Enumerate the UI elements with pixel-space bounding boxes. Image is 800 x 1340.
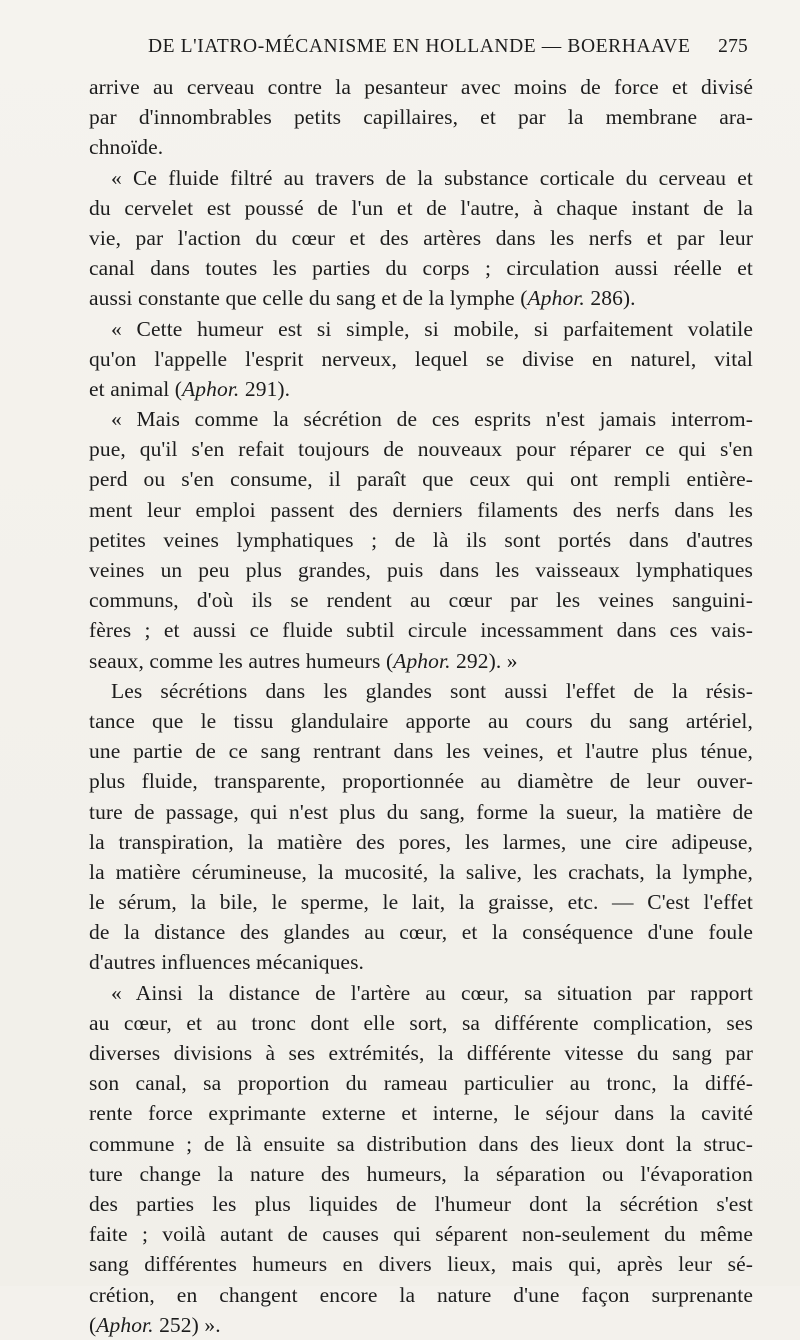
text-line: veines un peu plus grandes, puis dans les vaisseaux lymphatiques	[89, 558, 753, 582]
text-line: diverses divisions à ses extrémités, la différente vitesse du sang par	[89, 1041, 753, 1065]
text-line: perd ou s'en consume, il paraît que ceux qui ont rempli entière-	[89, 467, 753, 492]
text-segment: 252) ».	[153, 1312, 221, 1337]
page-number: 275	[718, 36, 748, 57]
text-line: commune ; de là ensuite sa distribution dans des lieux dont la struc-	[89, 1131, 753, 1156]
text-line: ture de passage, qui n'est plus du sang, forme la sueur, la matière de	[89, 799, 753, 824]
text-line	[89, 1310, 753, 1340]
text-line: la transpiration, la matière des pores, les larmes, une cire adipeuse,	[89, 829, 753, 854]
text-segment: 291).	[239, 376, 291, 401]
text-line	[89, 646, 753, 676]
running-head-title: DE L'IATRO-MÉCANISME EN HOLLANDE — BOERHAAVE	[148, 36, 691, 57]
text-line: rente force exprimante externe et interne, le séjour dans la cavité	[89, 1101, 753, 1126]
italic-reference: Aphor.	[393, 648, 451, 673]
text-line: « Mais comme la sécrétion de ces esprits n'est jamais interrom-	[111, 407, 753, 432]
running-head	[148, 36, 748, 66]
italic-reference: Aphor.	[527, 286, 585, 311]
text-segment: seaux, comme les autres humeurs (	[89, 648, 394, 673]
text-segment: 286).	[584, 286, 636, 311]
text-line: canal dans toutes les parties du corps ; circulation aussi réelle et	[89, 256, 753, 281]
text-line: arrive au cerveau contre la pesanteur avec moins de force et divisé	[89, 75, 753, 99]
text-line: au cœur, et au tronc dont elle sort, sa différente complication, ses	[89, 1010, 753, 1035]
text-line: de la distance des glandes au cœur, et la conséquence d'une foule	[89, 920, 753, 945]
text-line: le sérum, la bile, le sperme, le lait, la graisse, etc. — C'est l'effet	[89, 890, 753, 915]
text-line: sang différentes humeurs en divers lieux, mais qui, après leur sé-	[89, 1252, 753, 1277]
italic-reference: Aphor.	[96, 1312, 154, 1337]
text-line: plus fluide, transparente, proportionnée au diamètre de leur ouver-	[89, 769, 753, 794]
text-line: communs, d'où ils se rendent au cœur par les veines sanguini-	[89, 588, 753, 613]
text-line: crétion, en changent encore la nature d'une façon surprenante	[89, 1282, 753, 1307]
text-line: qu'on l'appelle l'esprit nerveux, lequel se divise en naturel, vital	[89, 346, 753, 371]
text-line: ment leur emploi passent des derniers filaments des nerfs dans les	[89, 497, 753, 522]
text-line: la matière cérumineuse, la mucosité, la salive, les crachats, la lymphe,	[89, 859, 753, 884]
text-line: chnoïde.	[89, 135, 164, 160]
text-line: ture change la nature des humeurs, la séparation ou l'évaporation	[89, 1161, 753, 1186]
italic-reference: Aphor.	[182, 376, 240, 401]
text-line: du cervelet est poussé de l'un et de l'autre, à chaque instant de la	[89, 195, 753, 220]
text-line: « Ainsi la distance de l'artère au cœur, sa situation par rapport	[111, 980, 753, 1005]
body-text	[89, 72, 753, 1340]
text-segment: aussi constante que celle du sang et de la lymphe (	[89, 286, 528, 311]
text-line: « Cette humeur est si simple, si mobile, si parfaitement volatile	[111, 316, 753, 341]
text-line: une partie de ce sang rentrant dans les veines, et l'autre plus ténue,	[89, 739, 753, 764]
text-line: Les sécrétions dans les glandes sont aussi l'effet de la résis-	[111, 678, 753, 703]
text-segment: 292). »	[450, 648, 518, 673]
text-line	[89, 283, 753, 313]
text-line: pue, qu'il s'en refait toujours de nouveaux pour réparer ce qui s'en	[89, 437, 753, 462]
text-line: des parties les plus liquides de l'humeur dont la sécrétion s'est	[89, 1191, 753, 1216]
text-line: vie, par l'action du cœur et des artères dans les nerfs et par leur	[89, 225, 753, 250]
text-line	[89, 374, 753, 404]
text-line: d'autres influences mécaniques.	[89, 950, 365, 975]
text-line: faite ; voilà autant de causes qui séparent non-seulement du même	[89, 1222, 753, 1247]
text-line: son canal, sa proportion du rameau particulier au tronc, la diffé-	[89, 1071, 753, 1096]
text-segment: (	[89, 1312, 97, 1337]
text-line: petites veines lymphatiques ; de là ils sont portés dans d'autres	[89, 527, 753, 552]
text-line: « Ce fluide filtré au travers de la substance corticale du cerveau et	[111, 165, 753, 190]
text-line: fères ; et aussi ce fluide subtil circule incessamment dans ces vais-	[89, 618, 753, 643]
text-line: tance que le tissu glandulaire apporte au cours du sang artériel,	[89, 708, 753, 733]
text-segment: et animal (	[89, 376, 183, 401]
text-line: par d'innombrables petits capillaires, et par la membrane ara-	[89, 105, 753, 130]
